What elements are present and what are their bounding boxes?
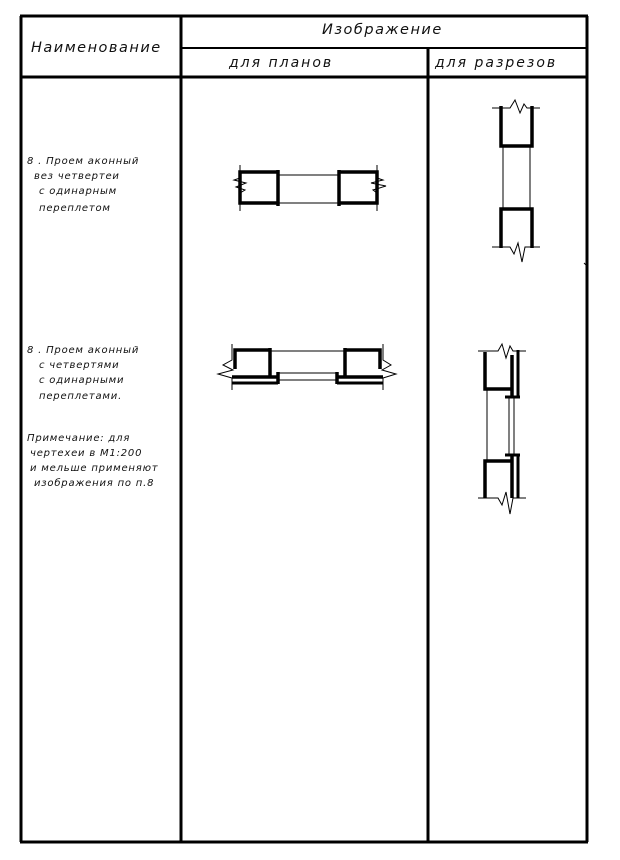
window-plan-symbol-single [234, 165, 386, 211]
row-1-line-3: с одинарным [39, 186, 117, 197]
row-2-line-2: с четвертями [39, 360, 120, 371]
note-line-1: Примечание: для [27, 433, 131, 444]
row-1-line-2: вез четвертеи [34, 171, 120, 182]
header-sections-column: для разрезов [435, 55, 558, 71]
note-line-4: изображения по п.8 [34, 478, 155, 489]
note-line-3: и мельше применяют [30, 463, 159, 474]
header-image-group: Изображение [322, 22, 443, 38]
window-plan-symbol-quarters [218, 344, 396, 390]
row-1-line-1: 8 . Проем аконный [27, 156, 140, 167]
note-line-2: чертехеи в М1:200 [30, 448, 143, 459]
window-section-symbol-single [492, 100, 540, 262]
table-frame [20, 16, 588, 842]
row-1-line-4: переплетом [39, 203, 111, 214]
row-2-line-1: 8 . Проем аконный [27, 345, 140, 356]
header-name-column: Наименование [31, 40, 162, 56]
window-section-symbol-quarters [478, 344, 526, 514]
row-2-line-3: с одинарными [39, 375, 125, 386]
header-plans-column: для планов [229, 55, 334, 71]
row-2-line-4: переплетами. [39, 391, 123, 402]
